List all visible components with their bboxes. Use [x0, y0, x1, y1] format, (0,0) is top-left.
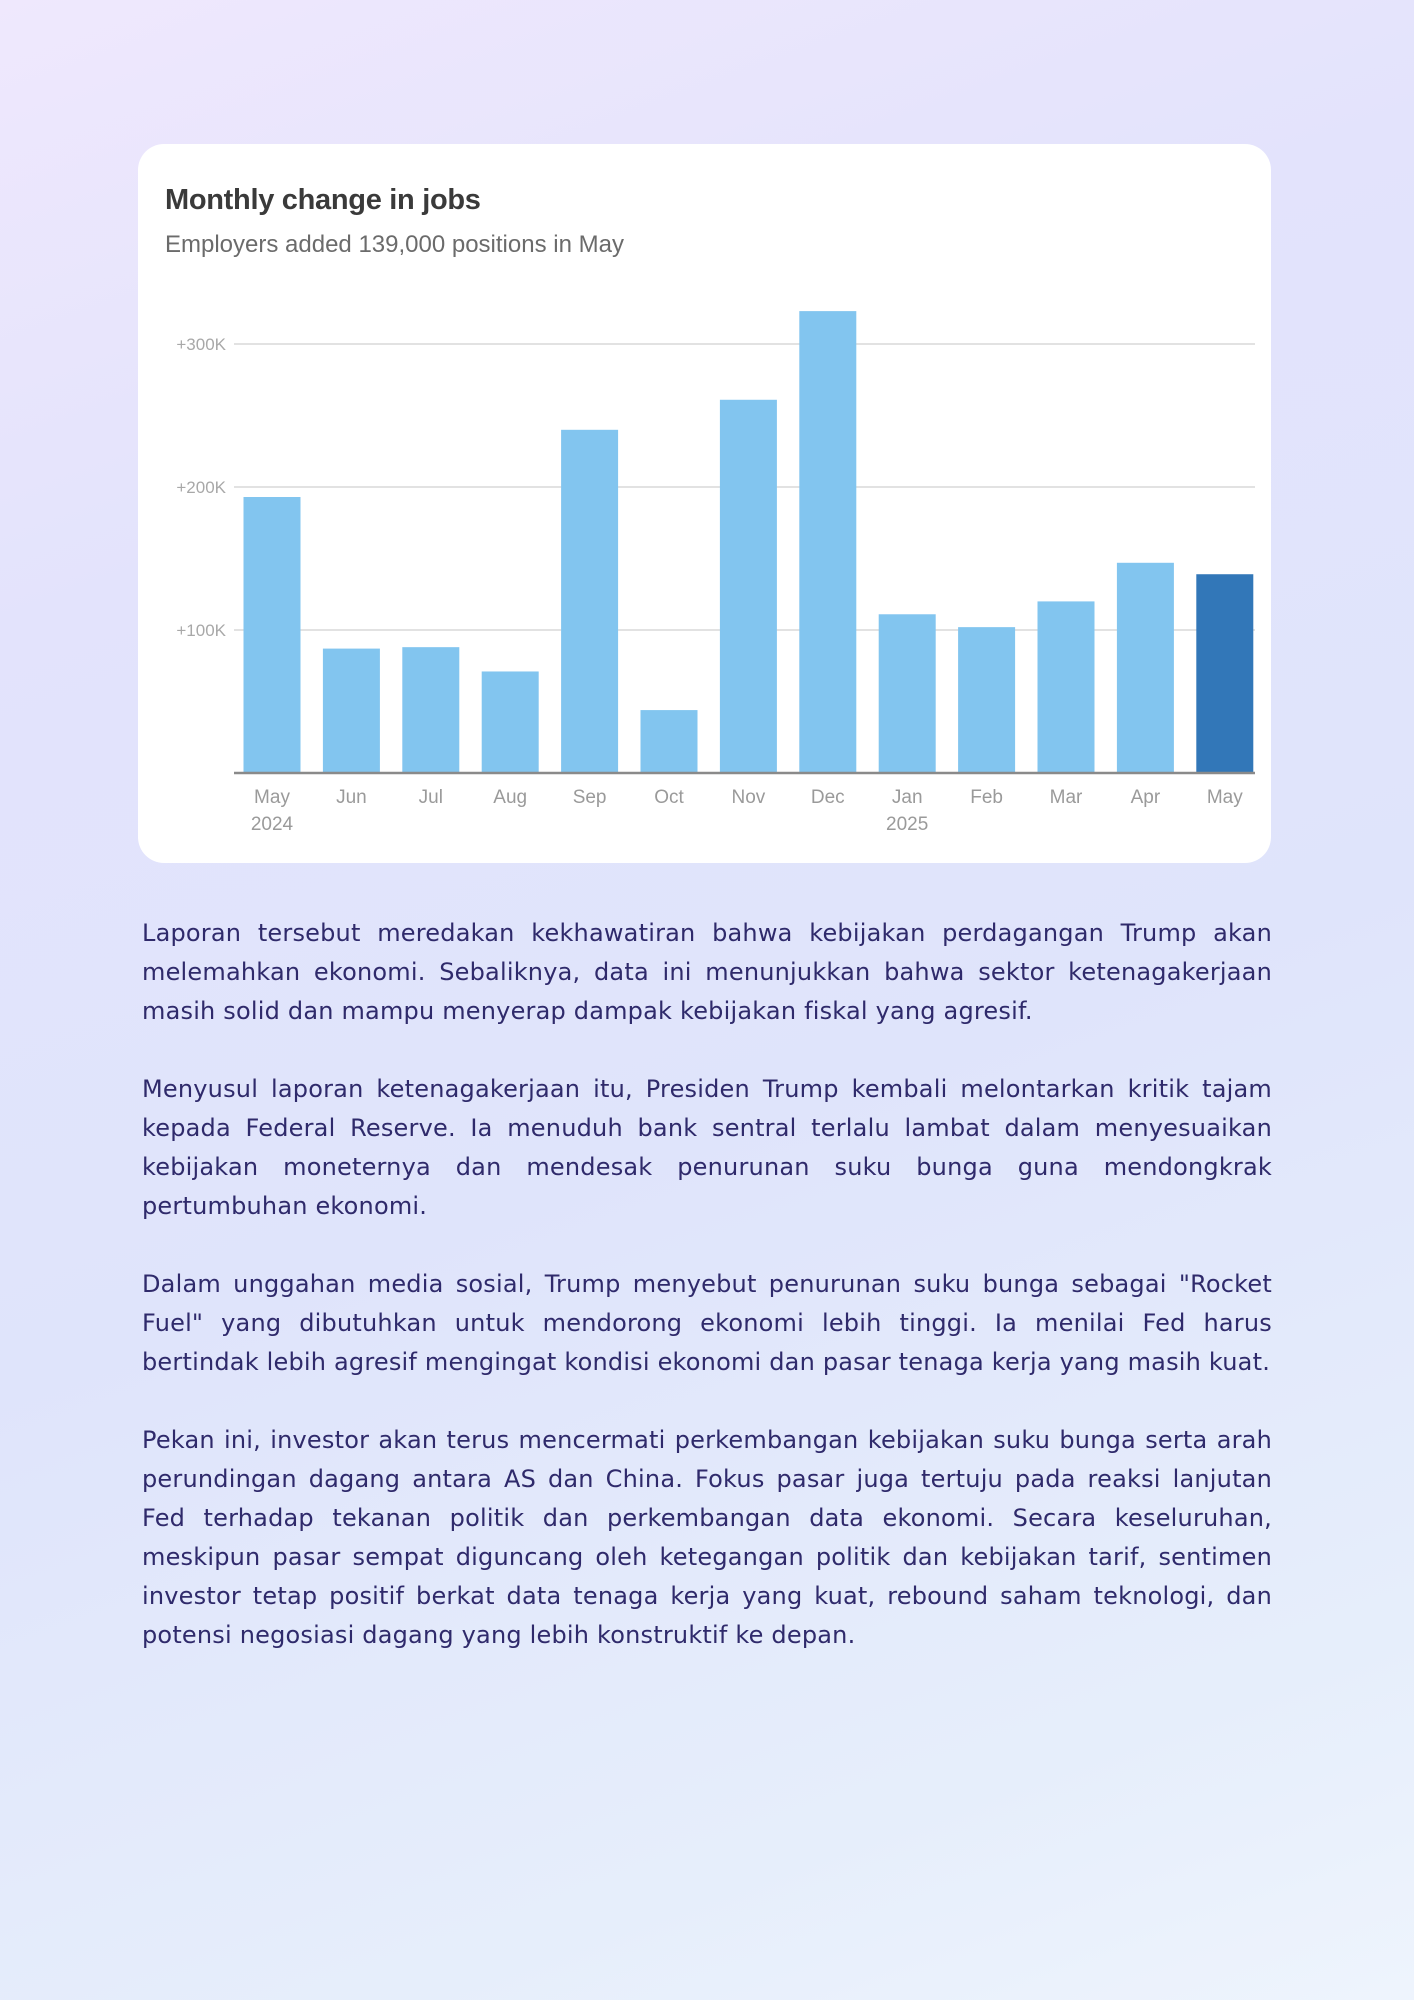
bar — [244, 497, 301, 773]
bar — [1038, 601, 1095, 773]
x-tick-label: May — [254, 787, 290, 808]
article-body — [142, 914, 1272, 1694]
x-tick-year-label: 2025 — [886, 814, 929, 835]
x-tick-label: Aug — [493, 787, 528, 808]
bar-chart — [138, 144, 1271, 863]
chart-card — [138, 144, 1271, 863]
x-tick-label: Nov — [731, 787, 766, 808]
x-tick-label: Apr — [1130, 787, 1161, 808]
bar — [799, 311, 856, 773]
bar — [323, 649, 380, 773]
x-tick-label: Jan — [891, 787, 923, 808]
x-tick-label: Jun — [336, 787, 367, 808]
y-tick-label: +200K — [176, 478, 226, 497]
x-tick-label: May — [1206, 787, 1243, 808]
bar — [1117, 563, 1174, 773]
article-paragraph: Menyusul laporan ketenagakerjaan itu, Presiden Trump kembali melontarkan kritik tajam kepada Federal Reserve. Ia menuduh bank sentral terlalu lambat dalam menyesuaikan kebijakan moneternya dan mendesak penurunan suku bunga guna mendongkrak pertumbuhan ekonomi. — [142, 1075, 1272, 1220]
y-tick-label: +300K — [176, 335, 226, 354]
article-paragraph: Pekan ini, investor akan terus mencermati perkembangan kebijakan suku bunga serta arah perundingan dagang antara AS dan China. Fokus pasar juga tertuju pada reaksi lanjutan Fed terhadap tekanan politik dan perkembangan data ekonomi. Secara keseluruhan, meskipun pasar sempat diguncang oleh ketegangan politik dan kebijakan tarif, sentimen investor tetap positif berkat data tenaga kerja yang kuat, rebound saham teknologi, dan potensi negosiasi dagang yang lebih konstruktif ke depan. — [142, 1426, 1272, 1649]
bar — [482, 671, 539, 773]
y-tick-label: +100K — [176, 621, 226, 640]
chart-subtitle: Employers added 139,000 positions in May — [165, 231, 624, 258]
x-tick-label: Mar — [1049, 787, 1083, 808]
x-tick-year-label: 2024 — [250, 814, 294, 835]
bar — [1196, 574, 1253, 773]
x-tick-label: Feb — [970, 787, 1003, 808]
x-tick-label: Dec — [810, 787, 845, 808]
x-tick-label: Sep — [572, 787, 607, 808]
bar — [879, 614, 936, 773]
bar — [402, 647, 459, 773]
bar — [641, 710, 698, 773]
article-paragraph: Dalam unggahan media sosial, Trump menyebut penurunan suku bunga sebagai "Rocket Fuel" yang dibutuhkan untuk mendorong ekonomi lebih tinggi. Ia menilai Fed harus bertindak lebih agresif mengingat kondisi ekonomi dan pasar tenaga kerja yang masih kuat. — [142, 1270, 1272, 1376]
bar — [561, 430, 618, 773]
x-tick-label: Oct — [654, 787, 684, 808]
chart-title: Monthly change in jobs — [165, 184, 481, 216]
x-tick-label: Jul — [418, 787, 443, 808]
bar — [720, 400, 777, 773]
article-paragraph: Laporan tersebut meredakan kekhawatiran bahwa kebijakan perdagangan Trump akan melemahkan ekonomi. Sebaliknya, data ini menunjukkan bahwa sektor ketenagakerjaan masih solid dan mampu menyerap dampak kebijakan fiskal yang agresif. — [142, 919, 1272, 1025]
bar — [958, 627, 1015, 773]
